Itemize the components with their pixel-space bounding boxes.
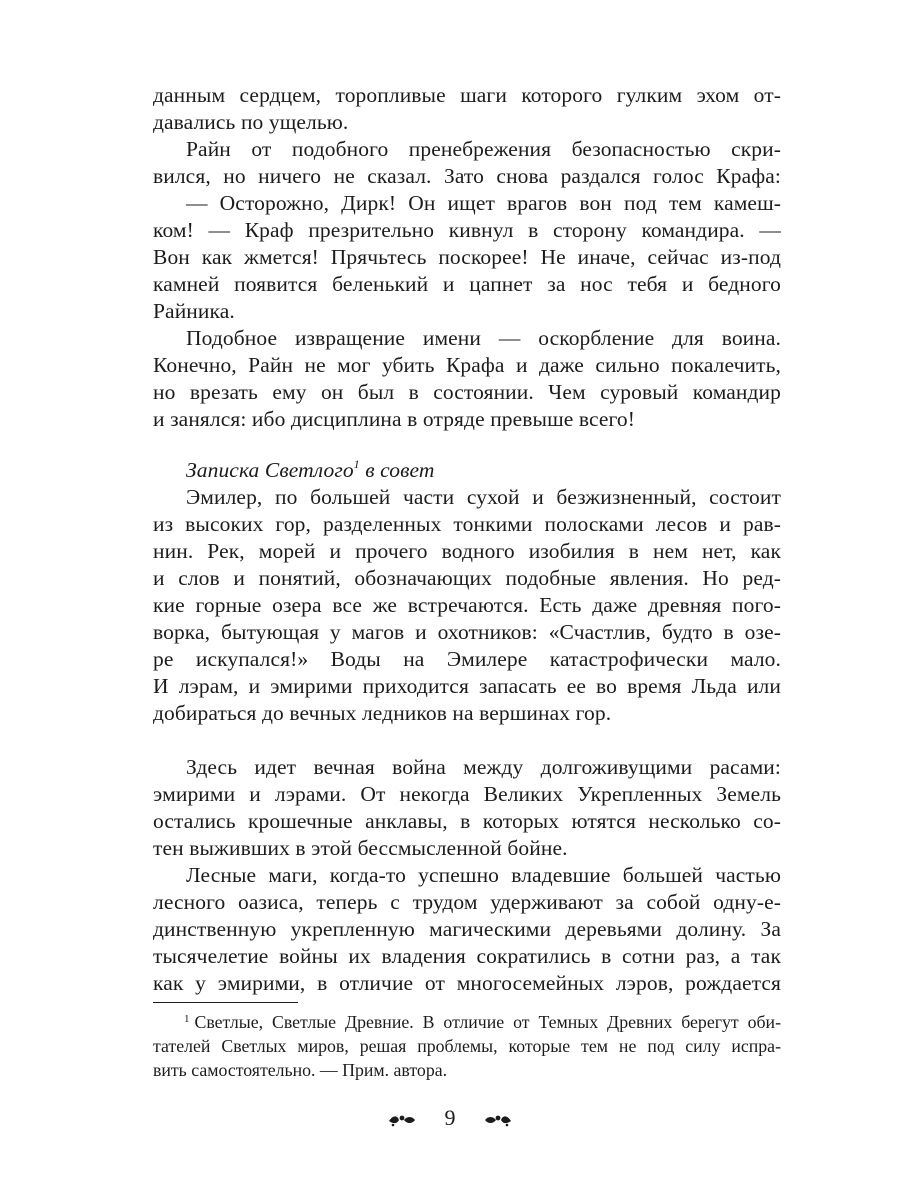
- footnote-ref[interactable]: 1: [353, 457, 360, 471]
- text-line: тысячелетие войны их владения сократились в сотни раз, а так: [153, 944, 781, 968]
- text-line: но врезать ему он был в состоянии. Чем суровый командир: [153, 380, 781, 404]
- text-line: Райника.: [153, 299, 235, 323]
- page-footer: [0, 1103, 900, 1133]
- text-line: нин. Рек, морей и прочего водного изобилия в нем нет, как: [153, 539, 781, 563]
- text-line: — Осторожно, Дирк! Он ищет врагов вон под тем камеш-: [186, 191, 781, 215]
- text-line: и слов и понятий, обозначающих подобные явления. Но ред-: [153, 566, 781, 590]
- text-line: тен выживших в этой бессмысленной бойне.: [153, 836, 568, 860]
- text-line: и занялся: ибо дисциплина в отряде превыше всего!: [153, 407, 636, 431]
- text-line: эмирими и лэрами. От некогда Великих Укрепленных Земель: [153, 782, 781, 806]
- paragraph-6: [153, 754, 781, 862]
- text-line: данным сердцем, торопливые шаги которого гулким эхом от-: [153, 83, 781, 107]
- right-floral-ornament-icon: [483, 1113, 513, 1127]
- text-line: лесного оазиса, теперь с трудом удерживают за собой одну-е-: [153, 890, 781, 914]
- text-line: добираться до вечных ледников на вершинах гор.: [153, 701, 612, 725]
- heading-text-tail: в совет: [359, 458, 435, 482]
- section-heading: [153, 457, 781, 484]
- left-floral-ornament-icon: [387, 1113, 417, 1127]
- text-line: Лесные маги, когда-то успешно владевшие большей частью: [186, 863, 781, 887]
- text-line: ком! — Краф презрительно кивнул в сторону командира. —: [153, 218, 781, 242]
- text-line: вился, но ничего не сказал. Зато снова раздался голос Крафа:: [153, 164, 781, 188]
- footnote-text: Светлые, Светлые Древние. В отличие от Темных Древних берегут оби-: [194, 1012, 781, 1032]
- paragraph-3: [153, 190, 781, 325]
- footnote-divider: [153, 1002, 298, 1003]
- footnote-line: [153, 1010, 781, 1034]
- paragraph-1: [153, 82, 781, 136]
- text-line: Здесь идет вечная война между долгоживущими расами:: [186, 755, 781, 779]
- footnote-mark: 1: [184, 1013, 190, 1025]
- paragraph-7: [153, 862, 781, 997]
- text-line: камней появится беленький и цапнет за нос тебя и бедного: [153, 272, 781, 296]
- heading-text: Записка Светлого: [186, 458, 354, 482]
- text-line: остались крошечные анклавы, в которых ютятся несколько со-: [153, 809, 781, 833]
- footnote-line: вить самостоятельно. — Прим. автора.: [153, 1060, 448, 1080]
- text-line: из высоких гор, разделенных тонкими полосками лесов и рав-: [153, 512, 781, 536]
- text-line: Вон как жмется! Прячьтесь поскорее! Не иначе, сейчас из-под: [153, 245, 781, 269]
- text-line: ворка, бытующая у магов и охотников: «Счастлив, будто в озе-: [153, 620, 781, 644]
- text-line: давались по ущелью.: [153, 110, 349, 134]
- paragraph-2: [153, 136, 781, 190]
- page-body: [153, 82, 781, 997]
- text-line: как у эмирими, в отличие от многосемейных лэров, рождается: [153, 971, 781, 995]
- text-line: Подобное извращение имени — оскорбление для воина.: [186, 326, 781, 350]
- text-line: ре искупался!» Воды на Эмилере катастрофически мало.: [153, 647, 781, 671]
- footnotes: [153, 1010, 781, 1082]
- page-number: 9: [444, 1105, 456, 1130]
- text-line: И лэрам, и эмирими приходится запасать ее во время Льда или: [153, 674, 781, 698]
- footnote-line: тателей Светлых миров, решая проблемы, которые тем не под силу испра-: [153, 1036, 781, 1056]
- paragraph-4: [153, 325, 781, 433]
- text-line: Райн от подобного пренебрежения безопасностью скри-: [186, 137, 781, 161]
- text-line: кие горные озера все же встречаются. Есть даже древняя пого-: [153, 593, 781, 617]
- text-line: динственную укрепленную магическими деревьями долину. За: [153, 917, 781, 941]
- text-line: Конечно, Райн не мог убить Крафа и даже сильно покалечить,: [153, 353, 781, 377]
- text-line: Эмилер, по большей части сухой и безжизненный, состоит: [186, 485, 781, 509]
- paragraph-5: [153, 484, 781, 727]
